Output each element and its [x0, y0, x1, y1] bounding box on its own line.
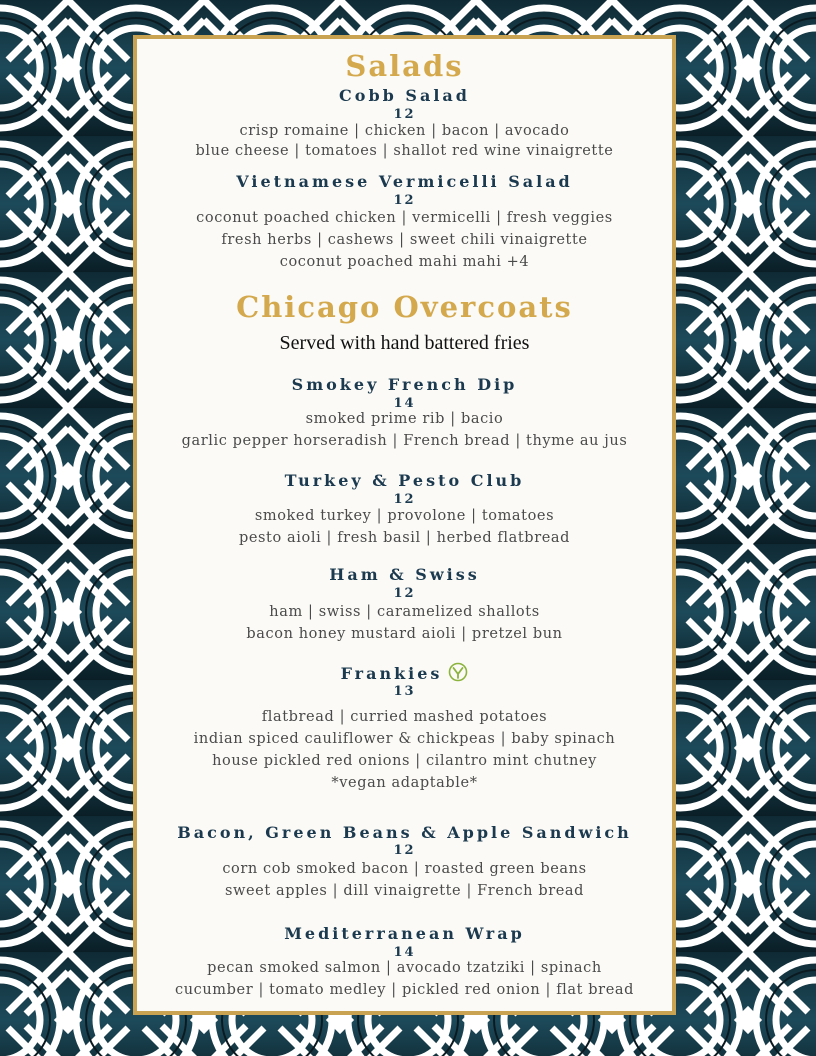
item-desc-line: fresh herbs | cashews | sweet chili vinaigrette — [221, 232, 588, 248]
item-desc-line: flatbread | curried mashed potatoes — [261, 709, 548, 725]
menu-panel — [133, 35, 676, 1015]
item-desc-line: crisp romaine | chicken | bacon | avocado — [239, 123, 570, 139]
item-name-frankies-label: Frankies — [340, 664, 443, 683]
item-price-cobb-salad: 12 — [393, 107, 416, 122]
item-desc-line: coconut poached mahi mahi +4 — [279, 254, 530, 270]
item-price-mediterranean-wrap: 14 — [393, 945, 416, 960]
item-desc-line: sweet apples | dill vinaigrette | French bread — [224, 883, 585, 899]
item-name-turkey-pesto-club: Turkey & Pesto Club — [284, 471, 525, 490]
item-desc-line: pecan smoked salmon | avocado tzatziki | spinach — [207, 960, 602, 976]
item-price-vietnamese-vermicelli-salad: 12 — [393, 193, 416, 208]
item-desc-line: pesto aioli | fresh basil | herbed flatbread — [238, 530, 571, 546]
item-desc-line: garlic pepper horseradish | French bread | thyme au jus — [181, 433, 628, 449]
section-title-salads: Salads — [345, 49, 464, 83]
item-desc-line: smoked turkey | provolone | tomatoes — [254, 508, 555, 524]
vegan-note: *vegan adaptable* — [331, 775, 478, 791]
item-name-vietnamese-vermicelli-salad: Vietnamese Vermicelli Salad — [236, 172, 573, 191]
item-desc-line: bacon honey mustard aioli | pretzel bun — [246, 626, 563, 642]
item-desc-line: coconut poached chicken | vermicelli | fresh veggies — [196, 210, 613, 226]
item-desc-line: ham | swiss | caramelized shallots — [269, 604, 540, 620]
item-name-smokey-french-dip: Smokey French Dip — [291, 375, 518, 394]
item-price-smokey-french-dip: 14 — [393, 396, 416, 411]
item-name-ham-swiss: Ham & Swiss — [329, 565, 480, 584]
item-name-mediterranean-wrap: Mediterranean Wrap — [284, 924, 525, 943]
item-desc-line: corn cob smoked bacon | roasted green beans — [222, 861, 587, 877]
section-subtitle: Served with hand battered fries — [279, 332, 530, 354]
item-price-turkey-pesto-club: 12 — [393, 492, 416, 507]
item-desc-line: smoked prime rib | bacio — [305, 411, 504, 427]
item-name-cobb-salad: Cobb Salad — [339, 86, 470, 105]
vegan-leaf-icon — [448, 662, 468, 682]
item-name-bacon-green-beans-apple-sandwich: Bacon, Green Beans & Apple Sandwich — [177, 823, 632, 842]
item-price-bacon-green-beans-apple-sandwich: 12 — [393, 843, 416, 858]
item-desc-line: blue cheese | tomatoes | shallot red wine vinaigrette — [195, 143, 614, 159]
item-name-frankies — [137, 662, 672, 683]
item-desc-line: house pickled red onions | cilantro mint chutney — [212, 753, 597, 769]
section-title-chicago-overcoats: Chicago Overcoats — [236, 290, 573, 324]
item-price-ham-swiss: 12 — [393, 586, 416, 601]
item-desc-line: cucumber | tomato medley | pickled red onion | flat bread — [174, 982, 635, 998]
item-price-frankies: 13 — [393, 684, 416, 699]
item-desc-line: indian spiced cauliflower & chickpeas | baby spinach — [193, 731, 616, 747]
